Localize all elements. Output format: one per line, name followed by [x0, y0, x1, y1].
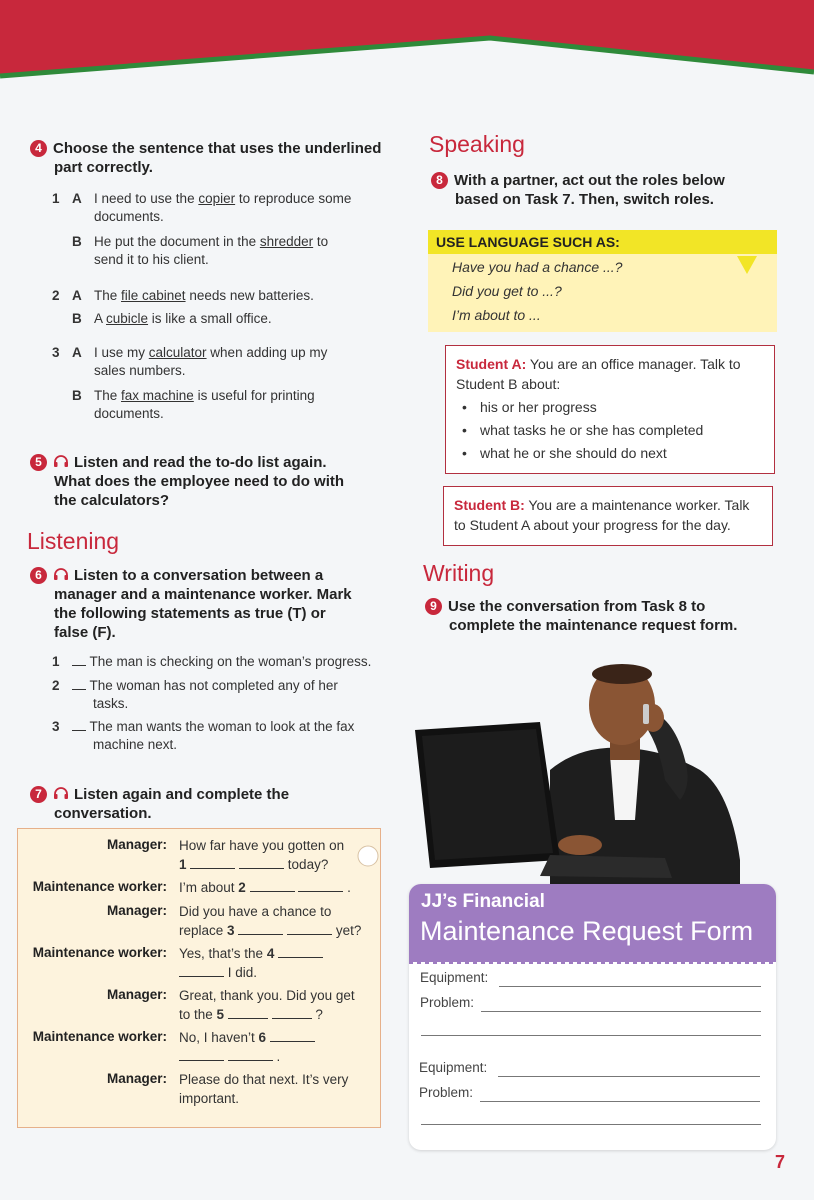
task6-instruction: 6 Listen to a conversation between a manager and a maintenance worker. Mark the following statements as true (T) or false (F). — [30, 566, 400, 642]
task6-statement-3: 3 The man wants the woman to look at the fax machine next. — [52, 719, 355, 752]
task4-item-1: 1 A I need to use the copier to reproduce some documents. B He put the document in the shredder to send it to his client. — [52, 191, 352, 267]
page-curl-decoration — [357, 845, 379, 867]
list-item: • his or her progress — [456, 396, 764, 419]
equipment-field[interactable] — [498, 1076, 760, 1077]
student-b-label: Student B: — [454, 497, 525, 513]
task4-item-2: 2 A The file cabinet needs new batteries. B A cubicle is like a small office. — [52, 288, 314, 326]
student-a-label: Student A: — [456, 356, 527, 372]
headphones-icon — [53, 786, 69, 800]
perforation-decoration — [409, 960, 776, 966]
problem-field[interactable] — [481, 1011, 761, 1012]
turn-1: How far have you gotten on 1 today? — [179, 838, 345, 872]
speaker-manager: Manager: — [106, 903, 167, 918]
conversation-box — [17, 828, 381, 1128]
maintenance-request-form — [409, 884, 776, 1150]
phrase: Did you get to ...? — [452, 283, 562, 299]
company-name: JJ’s Financial — [421, 891, 545, 912]
task-number: 4 — [30, 140, 47, 157]
form-header — [409, 884, 776, 962]
speaking-title: Speaking — [429, 131, 525, 157]
page-number: 7 — [775, 1152, 786, 1172]
task6-statement-1: 1 The man is checking on the woman’s progress. — [52, 654, 372, 669]
task5-instruction: 5 Listen and read the to-do list again. What does the employee need to do with the calculators? — [30, 453, 400, 510]
problem-field[interactable] — [480, 1101, 760, 1102]
speaker-manager: Manager: — [106, 837, 167, 852]
problem-field-line-2[interactable] — [421, 1124, 761, 1125]
speech-tail-decoration — [737, 256, 757, 274]
phrase: Have you had a chance ...? — [452, 259, 623, 275]
turn-7: Please do that next. It’s very important. — [179, 1072, 349, 1106]
headphones-icon — [53, 454, 69, 468]
speaker-worker: Maintenance worker: — [32, 1029, 167, 1044]
language-box-header: USE LANGUAGE SUCH AS: — [428, 230, 777, 254]
task8-instruction: 8 With a partner, act out the roles below based on Task 7. Then, switch roles. — [431, 171, 801, 209]
task4-instruction: 4 Choose the sentence that uses the underlined part correctly. — [30, 139, 400, 177]
headphones-icon — [53, 567, 69, 581]
field-label-problem: Problem: — [420, 995, 475, 1010]
speaker-manager: Manager: — [106, 1071, 167, 1086]
turn-3: Did you have a chance to replace 3 yet? — [179, 904, 362, 938]
header-band — [0, 0, 814, 90]
list-item: • what he or she should do next — [456, 442, 764, 465]
turn-6: No, I haven’t 6 . — [179, 1028, 374, 1066]
task4-item-3: 3 A I use my calculator when adding up my sales numbers. B The fax machine is useful for printing documents. — [52, 345, 328, 421]
turn-2: I’m about 2 . — [179, 880, 351, 895]
student-b-box: Student B: You are a maintenance worker. Talk to Student A about your progress for the day. — [443, 486, 773, 546]
form-title: Maintenance Request Form — [420, 916, 754, 946]
listening-title: Listening — [27, 528, 120, 554]
task9-instruction: 9 Use the conversation from Task 8 to complete the maintenance request form. — [425, 597, 805, 635]
speaker-worker: Maintenance worker: — [32, 945, 167, 960]
student-a-box: Student A: You are an office manager. Talk to Student B about: • his or her progress • what tasks he or she has completed • what he or she should do next — [445, 345, 775, 474]
problem-field-line-2[interactable] — [421, 1035, 761, 1036]
field-label-equipment: Equipment: — [419, 1060, 488, 1075]
turn-5: Great, thank you. Did you get to the 5 ? — [179, 988, 355, 1022]
field-label-equipment: Equipment: — [420, 970, 489, 985]
speaker-manager: Manager: — [106, 987, 167, 1002]
phrase: I’m about to ... — [452, 307, 541, 323]
language-box — [428, 230, 777, 332]
speaker-worker: Maintenance worker: — [32, 879, 167, 894]
businessman-laptop-photo — [410, 660, 770, 890]
turn-4: Yes, that’s the 4 I did. — [179, 944, 374, 982]
task7-instruction: 7 Listen again and complete the conversation. — [30, 785, 400, 823]
writing-title: Writing — [423, 560, 495, 586]
task6-statement-2: 2 The woman has not completed any of her tasks. — [52, 678, 338, 711]
field-label-problem: Problem: — [419, 1085, 474, 1100]
list-item: • what tasks he or she has completed — [456, 419, 764, 442]
equipment-field[interactable] — [499, 986, 761, 987]
